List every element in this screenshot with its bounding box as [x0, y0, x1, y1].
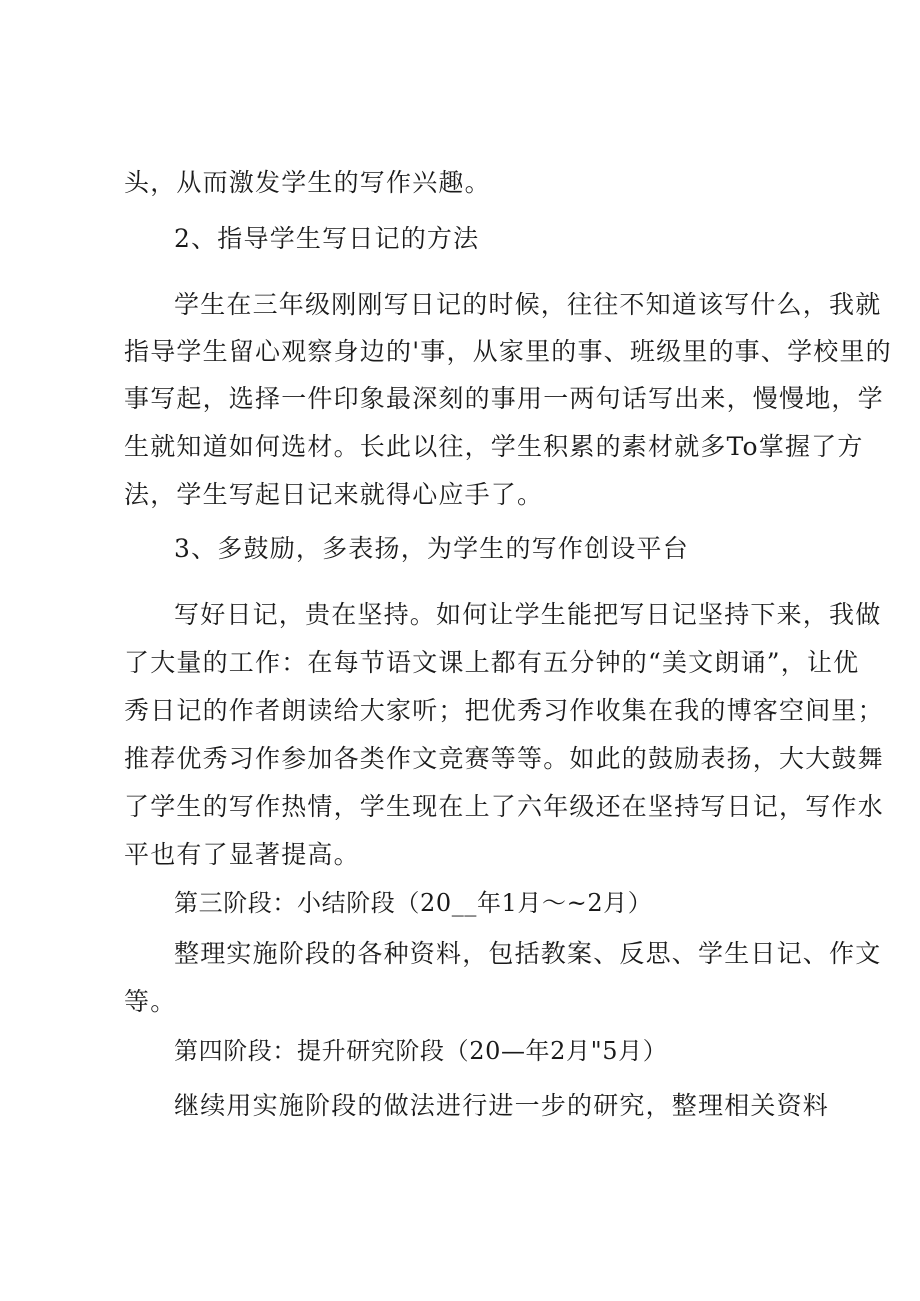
paragraph-line: 写好日记，贵在坚持。如何让学生能把写日记坚持下来，我做	[174, 600, 882, 629]
section-heading: 3、多鼓励，多表扬，为学生的写作创设平台	[174, 534, 689, 563]
paragraph-line: 事写起，选择一件印象最深刻的事用一两句话写出来，慢慢地，学	[124, 384, 884, 413]
paragraph-line: 继续用实施阶段的做法进行进一步的研究，整理相关资料	[174, 1091, 830, 1120]
paragraph-line: 法，学生写起日记来就得心应手了。	[124, 480, 544, 509]
paragraph-line: 头，从而激发学生的写作兴趣。	[124, 168, 491, 197]
paragraph-line: 平也有了显著提高。	[124, 840, 360, 869]
paragraph-line: 了大量的工作：在每节语文课上都有五分钟的“美文朗诵”，让优	[124, 648, 860, 677]
paragraph-line: 指导学生留心观察身边的'事，从家里的事、班级里的事、学校里的	[124, 337, 892, 366]
paragraph-line: 等。	[124, 987, 177, 1016]
section-heading: 2、指导学生写日记的方法	[174, 224, 480, 253]
paragraph-line: 学生在三年级刚刚写日记的时候，往往不知道该写什么，我就	[174, 290, 882, 319]
paragraph-line: 生就知道如何选材。长此以往，学生积累的素材就多To掌握了方	[124, 432, 864, 461]
paragraph-line: 推荐优秀习作参加各类作文竞赛等等。如此的鼓励表扬，大大鼓舞	[124, 744, 884, 773]
paragraph-line: 整理实施阶段的各种资料，包括教案、反思、学生日记、作文	[174, 939, 882, 968]
stage-heading: 第四阶段：提升研究阶段（20—年2月"5月）	[174, 1037, 668, 1065]
stage-heading: 第三阶段：小结阶段（20__年1月～~2月）	[174, 889, 653, 917]
paragraph-line: 了学生的写作热情，学生现在上了六年级还在坚持写日记，写作水	[124, 792, 884, 821]
paragraph-line: 秀日记的作者朗读给大家听；把优秀习作收集在我的博客空间里；	[124, 696, 884, 725]
